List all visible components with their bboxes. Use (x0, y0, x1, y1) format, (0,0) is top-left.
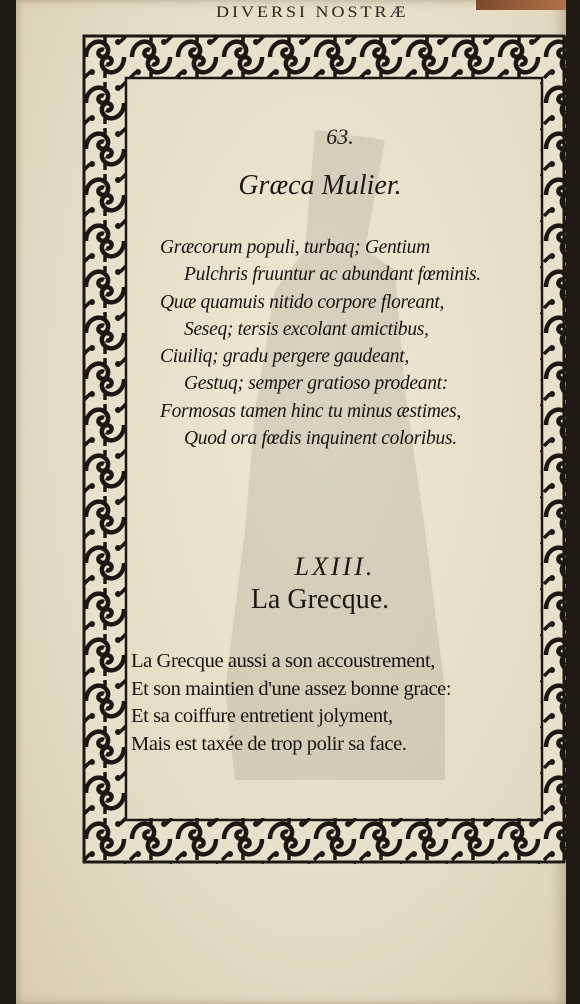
torn-corner-label (476, 0, 566, 10)
verse-line: Mais est taxée de trop polir sa face. (131, 732, 407, 755)
verse-line: Formosas tamen hinc tu minus æstimes, (160, 400, 461, 422)
roman-numeral: LXIII. (294, 552, 376, 581)
verse-line: Quæ quamuis nitido corpore floreant, (160, 291, 445, 313)
french-verse (131, 648, 541, 758)
verse-line: Græcorum populi, turbaq; Gentium (160, 237, 430, 258)
running-head: DIVERSI NOSTRÆ (216, 3, 409, 21)
latin-verse (160, 234, 555, 452)
verse-line: Seseq; tersis excolant amictibus, (184, 318, 429, 340)
verse-line: Gestuq; semper gratioso prodeant: (184, 373, 448, 395)
verse-line: Pulchris fruuntur ac abundant fœminis. (184, 264, 481, 286)
verse-line: La Grecque aussi a son accoustrement, (131, 650, 435, 672)
page-number: 63. (326, 124, 354, 149)
verse-line: Ciuiliq; gradu pergere gaudeant, (160, 346, 409, 368)
latin-title: Græca Mulier. (238, 170, 402, 201)
verse-line: Et son maintien d'une assez bonne grace: (131, 677, 452, 700)
french-title: La Grecque. (250, 584, 390, 615)
verse-line: Et sa coiffure entretient jolyment, (131, 705, 393, 727)
verse-line: Quod ora fœdis inquinent coloribus. (184, 428, 457, 450)
